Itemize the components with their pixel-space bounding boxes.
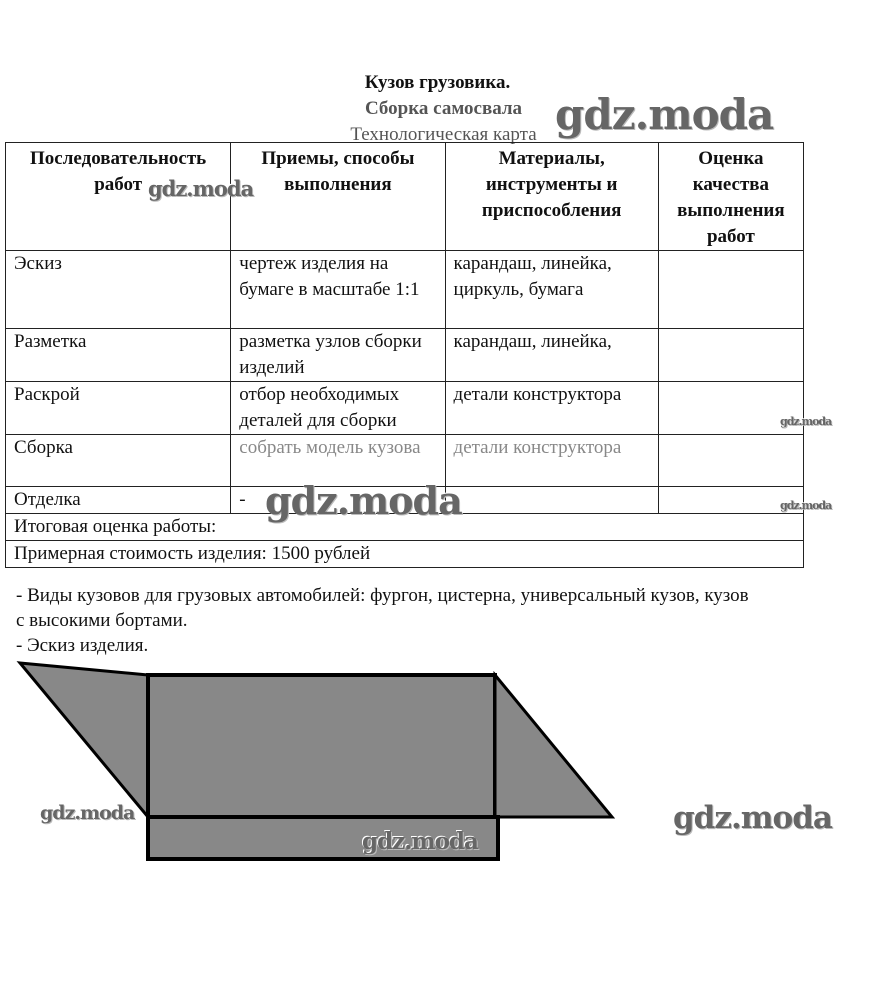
header-sequence: Последовательность работ — [6, 143, 231, 251]
notes-block — [16, 583, 876, 658]
cell-stage: Отделка — [6, 487, 231, 514]
note-sketch-caption: - Эскиз изделия. — [16, 635, 149, 656]
subtitle-technological-map: Технологическая карта — [350, 124, 537, 145]
cell-stage: Разметка — [6, 329, 231, 382]
cell-materials: детали конструктора — [445, 435, 658, 487]
cell-materials: детали конструктора — [445, 382, 658, 435]
cell-stage: Раскрой — [6, 382, 231, 435]
cell-quality — [658, 251, 803, 329]
sketch-body-box — [148, 675, 495, 817]
note-body-types-cont: с высокими бортами. — [16, 610, 188, 631]
header-materials: Материалы, инструменты и приспособления — [445, 143, 658, 251]
sketch-rear-slope — [495, 675, 612, 817]
cell-method: - — [231, 487, 445, 514]
subtitle-dump-truck-assembly: Сборка самосвала — [364, 98, 523, 119]
table-row — [6, 251, 804, 329]
watermark: gdz.moda — [780, 499, 832, 512]
sketch-front-slope — [20, 663, 148, 817]
cell-materials — [445, 487, 658, 514]
watermark: gdz.moda — [265, 478, 462, 523]
watermark: gdz.moda — [40, 802, 135, 824]
note-body-types: - Виды кузовов для грузовых автомобилей: фургон, цистерна, универсальный кузов, кузов — [16, 585, 749, 606]
cell-materials: карандаш, линейка, циркуль, бумага — [445, 251, 658, 329]
cell-quality — [658, 329, 803, 382]
approx-cost-label: Примерная стоимость изделия: 1500 рублей — [6, 541, 804, 568]
watermark: gdz.moda — [362, 828, 478, 855]
header-quality: Оценка качества выполнения работ — [658, 143, 803, 251]
cell-quality — [658, 435, 803, 487]
cell-stage: Эскиз — [6, 251, 231, 329]
header-methods: Приемы, способы выполнения — [231, 143, 445, 251]
cell-method: отбор необходимых деталей для сборки — [231, 382, 445, 435]
table-header-row — [6, 143, 804, 251]
watermark: gdz.moda — [673, 800, 832, 836]
cell-method: собрать модель кузова — [231, 435, 445, 487]
total-score-label: Итоговая оценка работы: — [6, 514, 804, 541]
title-truck-body: Кузов грузовика. — [364, 72, 511, 93]
watermark: gdz.moda — [555, 90, 774, 139]
watermark: gdz.moda — [780, 415, 832, 428]
table-row — [6, 329, 804, 382]
table-row — [6, 382, 804, 435]
approx-cost-row — [6, 541, 804, 568]
watermark: gdz.moda — [148, 176, 254, 201]
cell-method: чертеж изделия на бумаге в масштабе 1:1 — [231, 251, 445, 329]
cell-materials: карандаш, линейка, — [445, 329, 658, 382]
cell-method: разметка узлов сборки изделий — [231, 329, 445, 382]
cell-stage: Сборка — [6, 435, 231, 487]
